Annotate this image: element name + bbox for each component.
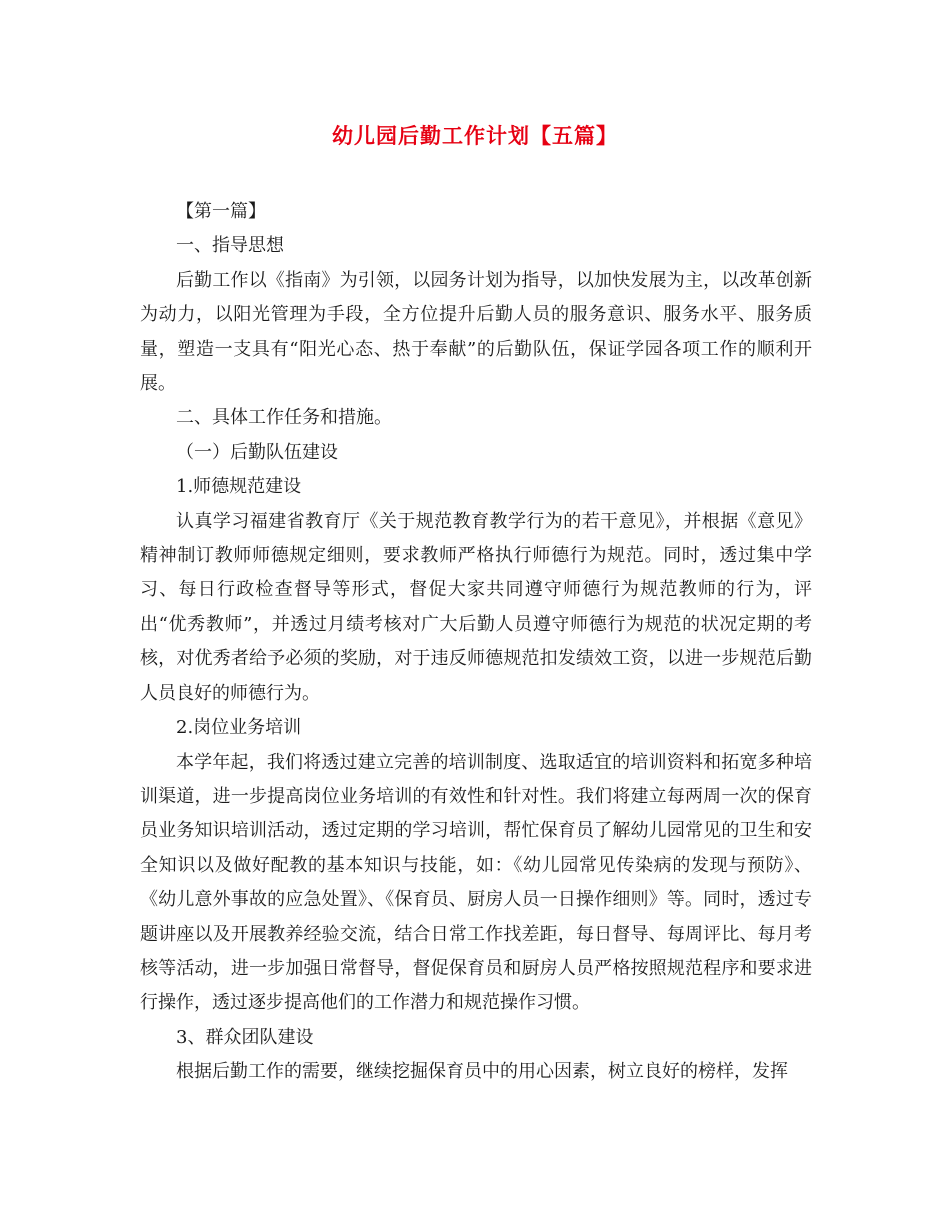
paragraph-group-team: 根据后勤工作的需要，继续挖掘保育员中的用心因素，树立良好的榜样，发挥: [176, 1061, 788, 1083]
subheading-group-team: 3、群众团队建设: [176, 1026, 314, 1048]
heading-guiding-ideology: 一、指导思想: [176, 235, 284, 257]
document-title: 幼儿园后勤工作计划【五篇】: [332, 124, 618, 148]
document-body: [140, 195, 812, 1090]
paragraph-training: 本学年起，我们将透过建立完善的培训制度、选取适宜的培训资料和拓宽多种培训渠道，进一步提高岗位业务培训的有效性和针对性。我们将建立每两周一次的保育员业务知识培训活动，透过定期的学习培训，帮忙保育员了解幼儿园常见的卫生和安全知识以及做好配教的基本知识与技能，如：《幼儿园常见传染病的发现与预防》、《幼儿意外事故的应急处置》、《保育员、厨房人员一日操作细则》等。同时，透过专题讲座以及开展教养经验交流，结合日常工作找差距，每日督导、每周评比、每月考核等活动，进一步加强日常督导，督促保育员和厨房人员严格按照规范程序和要求进行操作，透过逐步提高他们的工作潜力和规范操作习惯。: [140, 751, 812, 1014]
subheading-team-building: （一）后勤队伍建设: [176, 441, 338, 463]
subheading-training: 2.岗位业务培训: [176, 717, 302, 739]
section-label: 【第一篇】: [176, 201, 266, 222]
heading-tasks-measures: 二、具体工作任务和措施。: [176, 407, 392, 429]
subheading-ethics: 1.师德规范建设: [176, 476, 302, 498]
paragraph-ethics: 认真学习福建省教育厅《关于规范教育教学行为的若干意见》，并根据《意见》精神制订教师师德规定细则，要求教师严格执行师德行为规范。同时，透过集中学习、每日行政检查督导等形式，督促大家共同遵守师德行为规范教师的行为，评出“优秀教师”，并透过月绩考核对广大后勤人员遵守师德行为规范的状况定期的考核，对优秀者给予必须的奖励，对于违反师德规范扣发绩效工资，以进一步规范后勤人员良好的师德行为。: [140, 510, 812, 704]
paragraph-guiding-ideology: 后勤工作以《指南》为引领，以园务计划为指导，以加快发展为主，以改革创新为动力，以阳光管理为手段，全方位提升后勤人员的服务意识、服务水平、服务质量，塑造一支具有“阳光心态、热于奉献”的后勤队伍，保证学园各项工作的顺利开展。: [140, 269, 812, 395]
